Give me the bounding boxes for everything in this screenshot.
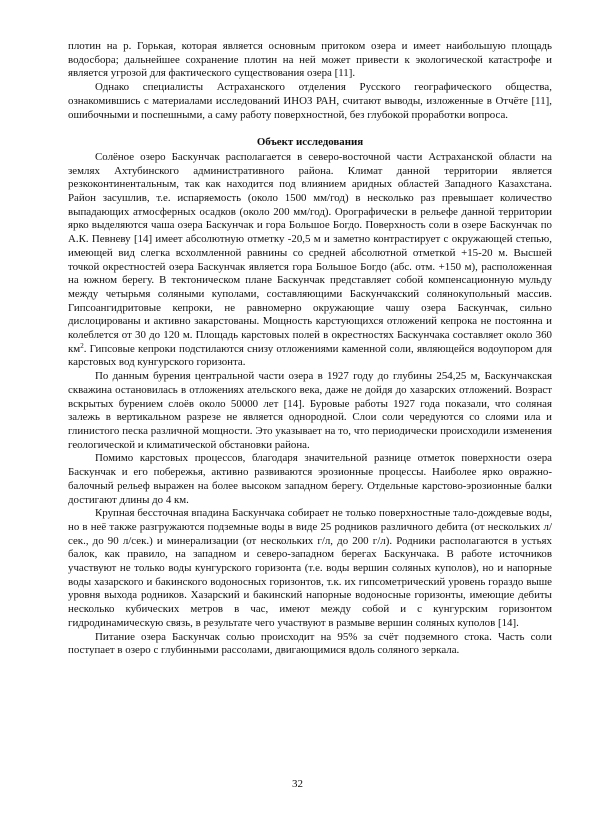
superscript-two: 2 — [80, 341, 84, 350]
paragraph-erosion: Помимо карстовых процессов, благодаря значительной разнице отметок поверхности озера Баскунчак и его побережья, активно развиваются эрозионные процессы. Наиболее ярко овражно-балочный рельеф выражен на более высоком западном берегу. Отдельные карстово-эрозионные балки достигают длины до 4 км. — [68, 452, 552, 506]
paragraph-drilling-1927: По данным бурения центральной части озера в 1927 году до глубины 254,25 м, Баскунчакская скважина остановилась в отложениях ательского века, даже не дойдя до хазарских отложений. Возраст вскрытых бурением слоёв около 50000 лет [14]. Буровые работы 1927 года показали, что соляная залежь в вертикальном разрезе не является однородной. Слои соли чередуются со слоями ила и глинистого песка различной мощности. Это указывает на то, что периодически происходили изменения геологической и климатической обстановки района. — [68, 370, 552, 451]
document-body — [68, 40, 552, 658]
paragraph-lake-description-text: Солёное озеро Баскунчак располагается в северо-восточной части Астраханской области на землях Ахтубинского административного района. Климат данной территории является резкоконтинентальным, так как находится под влиянием аридных областей Западного Казахстана. Район засушлив, т.е. испаряемость (около 1500 мм/год) в несколько раз превышает количество выпадающих атмосферных осадков (около 200 мм/год). Орографически в рельефе данной территории ярко выделяются чаша озера Баскунчак и гора Большое Богдо. Поверхность соли в озере Баскунчак по А.К. Певневу [14] имеет абсолютную отметку -20,5 м и заметно контрастирует с окружающей степью, имеющей вид слегка всхолмленной равнины со средней абсолютной отметкой +15-20 м. Высшей точкой окрестностей озера Баскунчак является гора Большое Богдо (абс. отм. +150 м), расположенная на южном берегу. В тектоническом плане Баскунчак представляет собой компенсационную мульду между четырьмя соляными куполами, составляющими Баскунчакский солянокупольный массив. Гипсоангидритовые кепроки, не равномерно окружающие чашу озера Баскунчак, сильно дислоцированы и активно закарстованы. Мощность карстующихся отложений кепрока не постоянна и колеблется от 30 до 120 м. Площадь карстовых полей в окрестностях Баскунчака составляет около 360 км — [68, 150, 552, 355]
paragraph-lake-description-tail: . Гипсовые кепроки подстилаются снизу отложениями каменной соли, являющейся водоупором для карстовых вод кунгурского горизонта. — [68, 342, 552, 369]
paragraph-dam-continuation: плотин на р. Горькая, которая является основным притоком озера и имеет наибольшую площадь водосбора; дальнейшее сохранение плотин на ней может привести к экологической катастрофе и является угрозой для фактического существования озера [11]. — [68, 40, 552, 80]
paragraph-rgo-opinion: Однако специалисты Астраханского отделения Русского географического общества, ознакомившись с материалами исследований ИНОЗ РАН, считают выводы, изложенные в Отчёте [11], ошибочными и поспешными, а саму работу поверхностной, без глубокой проработки вопроса. — [68, 81, 552, 121]
page-number: 32 — [292, 778, 303, 790]
paragraph-lake-description — [68, 151, 552, 370]
section-heading: Объект исследования — [256, 136, 364, 149]
paragraph-salt-supply: Питание озера Баскунчак солью происходит на 95% за счёт подземного стока. Часть соли поступает в озеро с глубинными рассолами, двигающимися вдоль соляного зеркала. — [68, 630, 552, 657]
paragraph-groundwater-springs: Крупная бессточная впадина Баскунчака собирает не только поверхностные тало-дождевые воды, но в неё также разгружаются подземные воды в виде 25 родников различного дебита (от нескольких л/сек., до 90 л/сек.) и минерализации (от нескольких г/л, до 200 г/л). Родники располагаются в устьях балок, как правило, на западном и северо-западном берегах Баскунчака. В работе источников участвуют не только воды кунгурского горизонта (т.е. воды вершин соляных куполов), но и напорные воды хазарского и бакинского водоносных горизонтов, т.к. их гипсометрический уровень гораздо выше уровня выхода родников. Хазарский и бакинский напорные водоносные горизонты, имеющие дебиты несколько кубических метров в час, имеют между собой и с кунгурским горизонтом гидродинамическую связь, в результате чего участвуют в размыве вершин соляных куполов [14]. — [68, 507, 552, 629]
